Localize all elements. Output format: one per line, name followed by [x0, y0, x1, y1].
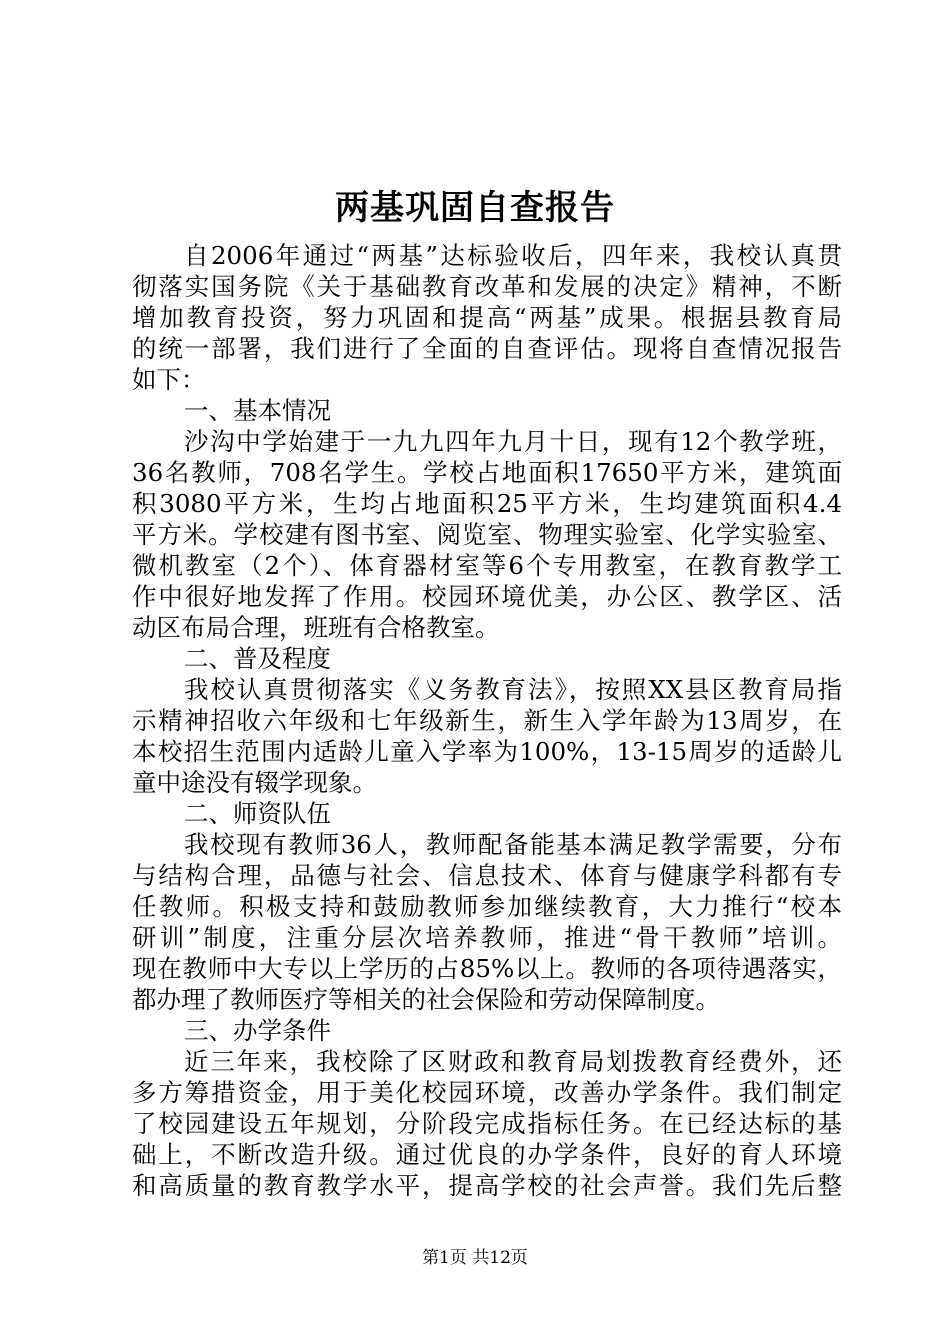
paragraph-line: 微机教室（2个）、体育器材室等6个专用教室，在教育教学工 — [132, 551, 842, 580]
paragraph-line: 多方筹措资金，用于美化校园环境，改善办学条件。我们制定 — [132, 1078, 842, 1107]
paragraph-line: 都办理了教师医疗等相关的社会保险和劳动保障制度。 — [132, 985, 720, 1014]
paragraph-line: 增加教育投资，努力巩固和提高“两基”成果。根据县教育局 — [132, 303, 842, 332]
paragraph-line: 和高质量的教育教学水平，提高学校的社会声誉。我们先后整 — [132, 1171, 842, 1200]
paragraph-line: 36名教师，708名学生。学校占地面积17650平方米，建筑面 — [132, 458, 842, 487]
paragraph-line: 沙沟中学始建于一九九四年九月十日，现有12个教学班， — [184, 427, 842, 456]
document-body — [132, 240, 842, 1201]
paragraph-line: 作中很好地发挥了作用。校园环境优美，办公区、教学区、活 — [132, 582, 842, 611]
paragraph-line: 示精神招收六年级和七年级新生，新生入学年龄为13周岁，在 — [132, 706, 842, 735]
paragraph-line: 研训”制度，注重分层次培养教师，推进“骨干教师”培训。 — [132, 923, 842, 952]
paragraph-line: 与结构合理，品德与社会、信息技术、体育与健康学科都有专 — [132, 861, 842, 890]
paragraph-line: 近三年来，我校除了区财政和教育局划拨教育经费外，还 — [184, 1047, 842, 1076]
paragraph-line: 现在教师中大专以上学历的占85%以上。教师的各项待遇落实， — [132, 954, 842, 983]
page-footer: 第1页 共12页 — [422, 1248, 528, 1268]
section-heading: 二、师资队伍 — [184, 799, 331, 828]
paragraph-line: 我校认真贯彻落实《义务教育法》，按照XX县区教育局指 — [184, 675, 842, 704]
paragraph-line: 如下： — [132, 365, 206, 394]
paragraph-line: 彻落实国务院《关于基础教育改革和发展的决定》精神，不断 — [132, 272, 842, 301]
section-heading: 三、办学条件 — [184, 1016, 331, 1045]
paragraph-line: 平方米。学校建有图书室、阅览室、物理实验室、化学实验室、 — [132, 520, 842, 549]
paragraph-line: 任教师。积极支持和鼓励教师参加继续教育，大力推行“校本 — [132, 892, 842, 921]
paragraph-line: 了校园建设五年规划，分阶段完成指标任务。在已经达标的基 — [132, 1109, 842, 1138]
paragraph-line: 的统一部署，我们进行了全面的自查评估。现将自查情况报告 — [132, 334, 842, 363]
paragraph-line: 动区布局合理，班班有合格教室。 — [132, 613, 500, 642]
section-heading: 二、普及程度 — [184, 644, 331, 673]
document-title: 两基巩固自查报告 — [335, 188, 615, 228]
paragraph-line: 本校招生范围内适龄儿童入学率为100%，13-15周岁的适龄儿 — [132, 737, 842, 766]
paragraph-line: 我校现有教师36人，教师配备能基本满足教学需要，分布 — [184, 830, 842, 859]
paragraph-line: 童中途没有辍学现象。 — [132, 768, 377, 797]
paragraph-line: 积3080平方米，生均占地面积25平方米，生均建筑面积4.4 — [132, 489, 842, 518]
paragraph-line: 自2006年通过“两基”达标验收后，四年来，我校认真贯 — [184, 241, 842, 270]
section-heading: 一、基本情况 — [184, 396, 331, 425]
paragraph-line: 础上，不断改造升级。通过优良的办学条件，良好的育人环境 — [132, 1140, 842, 1169]
